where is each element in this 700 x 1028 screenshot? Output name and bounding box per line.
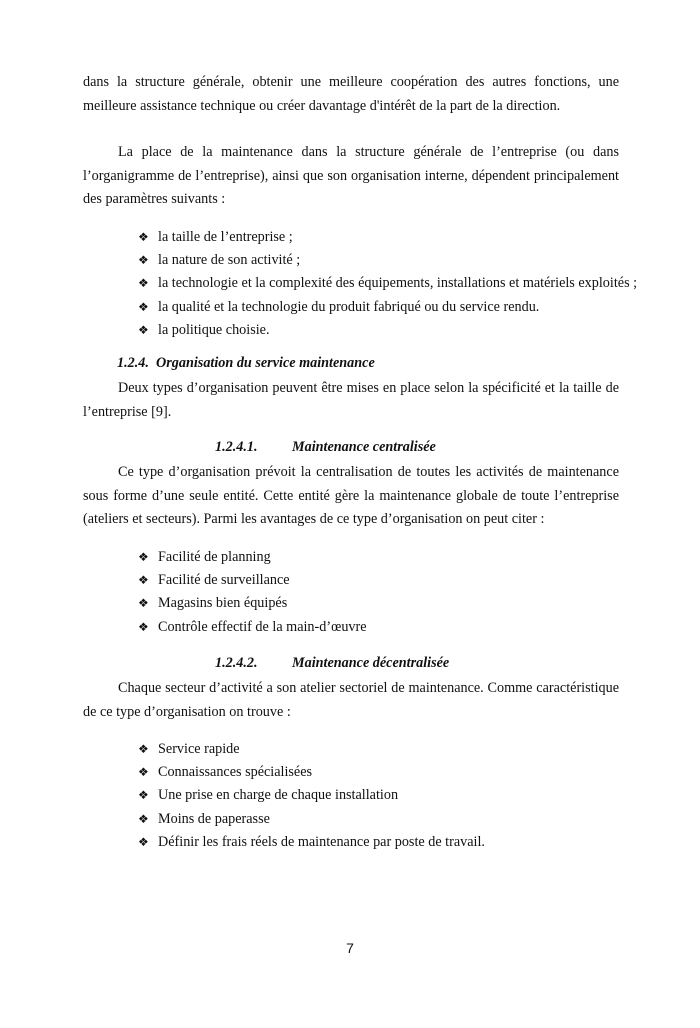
list-item	[138, 616, 638, 639]
section-heading	[117, 355, 375, 372]
list-item-text: Contrôle effectif de la main-d’œuvre	[158, 618, 367, 635]
subsection-heading	[215, 655, 450, 672]
heading-number: 1.2.4.	[117, 355, 149, 371]
diamond-bullet-icon: ❖	[138, 811, 149, 826]
diamond-bullet-icon: ❖	[138, 834, 149, 849]
list-item-text: Facilité de surveillance	[158, 572, 290, 589]
diamond-bullet-icon: ❖	[138, 299, 149, 314]
diamond-bullet-icon: ❖	[138, 253, 149, 268]
bullet-list	[138, 738, 638, 854]
paragraph: Ce type d’organisation prévoit la centralisation de toutes les activités de maintenance sous forme d’une seule entité. Cette entité gère la maintenance globale de toute l’entreprise (ateliers et secteurs). Parmi les avantages de ce type d’organisation on peut citer :	[83, 464, 619, 527]
list-item-text: la technologie et la complexité des équipements, installations et matériels exploités ;	[158, 275, 638, 292]
list-item	[138, 296, 638, 319]
diamond-bullet-icon: ❖	[138, 596, 149, 611]
paragraph: Deux types d’organisation peuvent être mises en place selon la spécificité et la taille de l’entreprise [9].	[83, 380, 619, 420]
list-item-text: la taille de l’entreprise ;	[158, 229, 293, 245]
list-item	[138, 831, 638, 854]
list-item	[138, 546, 638, 569]
list-item-text: Une prise en charge de chaque installation	[158, 787, 399, 804]
diamond-bullet-icon: ❖	[138, 619, 149, 634]
list-item-text: Service rapide	[158, 741, 240, 757]
list-item	[138, 808, 638, 831]
list-item	[138, 738, 638, 761]
heading-number: 1.2.4.2.	[215, 655, 258, 671]
list-item	[138, 569, 638, 592]
heading-number: 1.2.4.1.	[215, 439, 258, 455]
list-item	[138, 272, 638, 295]
list-item-text: Définir les frais réels de maintenance par poste de travail.	[158, 833, 485, 850]
diamond-bullet-icon: ❖	[138, 550, 149, 564]
bullet-list	[138, 546, 638, 639]
list-item-text: la nature de son activité ;	[158, 252, 301, 269]
diamond-bullet-icon: ❖	[138, 742, 149, 756]
list-item	[138, 249, 638, 272]
heading-title: Maintenance centralisée	[292, 439, 436, 455]
list-item-text: la qualité et la technologie du produit fabriqué ou du service rendu.	[158, 298, 540, 315]
paragraph: Chaque secteur d’activité a son atelier sectoriel de maintenance. Comme caractéristique de ce type d’organisation on trouve :	[83, 680, 619, 720]
paragraph: La place de la maintenance dans la structure générale de l’entreprise (ou dans l’organigramme de l’entreprise), ainsi que son organisation interne, dépendent principalement des paramètres suivants :	[83, 144, 619, 207]
bullet-list	[138, 226, 638, 342]
list-item-text: Facilité de planning	[158, 549, 271, 565]
diamond-bullet-icon: ❖	[138, 788, 149, 803]
list-item	[138, 592, 638, 615]
list-item	[138, 319, 638, 342]
list-item	[138, 226, 638, 249]
heading-title: Maintenance décentralisée	[292, 655, 450, 671]
list-item-text: Magasins bien équipés	[158, 595, 288, 612]
diamond-bullet-icon: ❖	[138, 765, 149, 780]
list-item-text: Moins de paperasse	[158, 810, 270, 827]
diamond-bullet-icon: ❖	[138, 276, 149, 291]
paragraph: dans la structure générale, obtenir une meilleure coopération des autres fonctions, une meilleure assistance technique ou créer davantage d'intérêt de la part de la direction.	[83, 74, 619, 114]
subsection-heading	[215, 439, 436, 456]
list-item-text: Connaissances spécialisées	[158, 764, 313, 781]
list-item	[138, 761, 638, 784]
list-item-text: la politique choisie.	[158, 321, 270, 338]
page-number: 7	[346, 940, 354, 956]
diamond-bullet-icon: ❖	[138, 230, 149, 244]
list-item	[138, 784, 638, 807]
heading-title: Organisation du service maintenance	[156, 355, 375, 371]
diamond-bullet-icon: ❖	[138, 322, 149, 337]
diamond-bullet-icon: ❖	[138, 573, 149, 588]
